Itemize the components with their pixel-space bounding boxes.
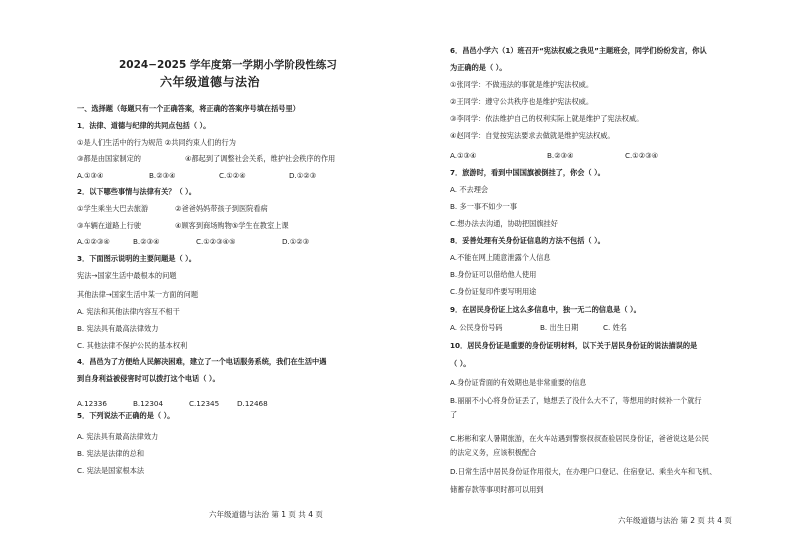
question-4-option-a: A.12336 [77, 399, 107, 408]
question-4-stem-line-1: 4．昌邑为了方便给人民解决困难，建立了一个电话服务系统，我们在生活中遇 [77, 357, 327, 366]
question-7-option-c: C.想办法去沟通，协助把国旗挂好 [450, 219, 558, 228]
question-6-statement-2: ②王同学：遵守公共秩序也是维护宪法权威。 [450, 97, 594, 106]
question-6-statement-3: ③李同学：依法维护自己的权利实际上就是维护了宪法权威。 [450, 114, 644, 123]
question-6-stem-line-1: 6．昌邑小学六（1）班召开“宪法权威之我见”主题班会，同学们纷纷发言，你认 [450, 46, 707, 55]
question-3-diagram-line-1: 宪法→国家生活中最根本的问题 [77, 271, 177, 280]
question-6-option-a: A.①③④ [450, 151, 477, 160]
question-4-option-b: B.12304 [133, 399, 164, 408]
question-7-option-b: B. 多一事不如少一事 [450, 202, 518, 211]
exam-subtitle: 六年级道德与法治 [160, 75, 261, 89]
question-1-stem: 1．法律、道德与纪律的共同点包括（ ）。 [77, 121, 211, 130]
question-8-option-b: B.身份证可以借给他人使用 [450, 270, 537, 279]
section-heading: 一、选择题（每题只有一个正确答案，将正确的答案序号填在括号里） [77, 104, 300, 113]
question-2-statement-2: ②爸爸妈妈带孩子到医院看病 [175, 204, 268, 213]
question-6-option-c: C.①②③④ [625, 151, 659, 160]
question-9-option-c: C. 姓名 [603, 323, 627, 332]
question-9-option-b: B. 出生日期 [540, 323, 579, 332]
question-3-option-c: C. 其他法律不保护公民的基本权利 [77, 341, 188, 350]
question-2-stem: 2．以下哪些事情与法律有关？（ ）。 [77, 187, 196, 196]
question-2-option-a: A.①②③④ [77, 237, 110, 246]
question-4-stem-line-2: 到自身利益被侵害时可以拨打这个电话（ ）。 [77, 374, 220, 383]
question-4-option-d: D.12468 [237, 399, 268, 408]
question-10-option-b-line-2: 了 [450, 410, 458, 419]
question-2-statement-4: ④顾客到商场购物⑤学生在教室上课 [175, 221, 289, 230]
question-7-option-a: A. 不去理会 [450, 185, 489, 194]
question-1-option-d: D.①②③ [289, 171, 317, 180]
question-1-statements: ①是人们生活中的行为规范 ②共同约束人们的行为 [77, 138, 236, 147]
question-10-option-c-line-1: C.彬彬和家人暑期旅游，在火车站遇到警察叔叔查验居民身份证，爸爸说这是公民 [450, 434, 709, 443]
question-2-option-d: D.①②③ [282, 237, 310, 246]
question-10-stem-line-2: （ ）。 [450, 359, 471, 368]
question-4-option-c: C.12345 [189, 399, 220, 408]
question-1-statement-4: ④都起到了调整社会关系，维护社会秩序的作用 [185, 154, 336, 163]
question-5-stem: 5．下列说法不正确的是（ ）。 [77, 411, 175, 420]
question-2-statement-3: ③车辆在道路上行驶 [77, 221, 141, 230]
question-1-option-b: B.②③④ [149, 171, 176, 180]
question-1-option-a: A.①③④ [77, 171, 104, 180]
question-6-statement-4: ④赵同学：自觉按宪法要求去做就是维护宪法权威。 [450, 131, 615, 140]
question-10-option-b-line-1: B.丽丽不小心将身份证丢了，她想丢了没什么大不了，等想用的时候补一个就行 [450, 396, 702, 405]
question-6-statement-1: ①张同学：不做违法的事就是维护宪法权威。 [450, 80, 594, 89]
question-10-option-c-line-2: 的法定义务，应该积极配合 [450, 448, 537, 457]
exam-title: 2024−2025 学年度第一学期小学阶段性练习 [119, 59, 337, 71]
question-5-option-c: C. 宪法是国家根本法 [77, 466, 145, 475]
question-9-stem: 9．在居民身份证上这么多信息中，独一无二的信息是（ ）。 [450, 305, 641, 314]
question-9-option-a: A. 公民身份号码 [450, 323, 503, 332]
question-8-option-a: A.不能在网上随意泄露个人信息 [450, 253, 551, 262]
question-6-option-b: B.②③④ [547, 151, 574, 160]
question-6-stem-line-2: 为正确的是（ ）。 [450, 63, 507, 72]
question-3-stem: 3．下面图示说明的主要问题是（ ）。 [77, 254, 196, 263]
question-10-stem-line-1: 10．居民身份证是重要的身份证明材料，以下关于居民身份证的说法描误的是 [450, 341, 698, 350]
page-1-footer: 六年级道德与法治 第 1 页 共 4 页 [209, 510, 323, 519]
question-1-statement-3: ③都是由国家制定的 [77, 154, 141, 163]
question-3-option-b: B. 宪法具有最高法律效力 [77, 324, 159, 333]
question-8-stem: 8．妥善处理有关身份证信息的方法不包括（ ）。 [450, 236, 605, 245]
question-3-option-a: A. 宪法和其他法律内容互不相干 [77, 307, 180, 316]
question-10-option-d-line-1: D.日常生活中居民身份证作用很大，在办理户口登记、住宿登记、乘坐火车和飞机、 [450, 467, 717, 476]
question-2-option-c: C.①②③④⑤ [196, 237, 236, 246]
question-7-stem: 7．旅游时，看到中国国旗被倒挂了，你会（ ）。 [450, 168, 605, 177]
question-10-option-a: A.身份证背面的有效期也是非常重要的信息 [450, 378, 587, 387]
question-3-diagram-line-2: 其他法律→国家生活中某一方面的问题 [77, 290, 199, 299]
question-5-option-b: B. 宪法是法律的总和 [77, 449, 145, 458]
question-5-option-a: A. 宪法具有最高法律效力 [77, 432, 159, 441]
question-2-option-b: B.②③④ [133, 237, 160, 246]
question-10-option-d-line-2: 储蓄存款等事项时都可以用到 [450, 485, 544, 494]
question-1-option-c: C.①②④ [219, 171, 246, 180]
page-2-footer: 六年级道德与法治 第 2 页 共 4 页 [618, 516, 732, 525]
question-8-option-c: C.身份证复印件要写明用途 [450, 287, 537, 296]
question-2-statement-1: ①学生乘坐大巴去旅游 [77, 204, 149, 213]
